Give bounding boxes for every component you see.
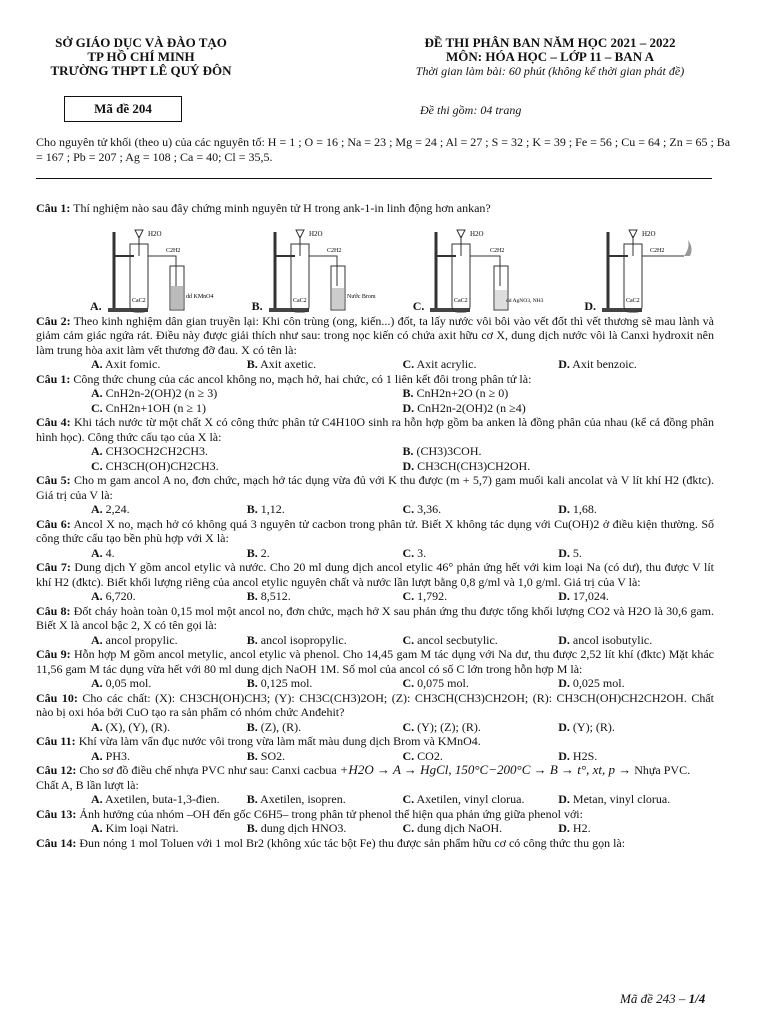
question-6 [36,517,714,546]
option-d[interactable]: D. Axit benzoic. [558,357,637,371]
exam-header [360,36,740,78]
question-label: Câu 1: [36,371,71,386]
question-13 [36,807,714,822]
question-text: Công thức chung của các ancol không no, mạch hở, hai chức, có 1 liên kết đôi trong phân tử là: [73,371,532,386]
svg-text:Nước Brom: Nước Brom [346,293,376,300]
atomic-masses: Cho nguyên tử khối (theo u) của các nguyên tố: H = 1 ; O = 16 ; Na = 23 ; Mg = 24 ; Al = 27 ; S = 32 ; K = 39 ; Fe = 56 ; Cu = 64 ; Zn = 65 ; Ba = 167 ; Pb = 207 ; Ag = 108 ; Ca = 40; Cl = 35,5. [36,135,731,164]
question-14 [36,836,714,851]
option-a[interactable]: A. 6,720. [91,589,136,603]
option-b[interactable]: B. CnH2n+2O (n ≥ 0) [402,386,509,400]
apparatus-bromine-image [267,226,387,314]
question-label: Câu 6: [36,516,71,531]
option-d[interactable]: D. 5. [558,545,582,560]
option-a[interactable]: A. CH3OCH2CH2CH3. [91,444,209,458]
answer-options [36,546,714,561]
question-4 [36,415,714,444]
exam-title: ĐỀ THI PHÂN BAN NĂM HỌC 2021 – 2022 [424,35,676,50]
department-name: SỞ GIÁO DỤC VÀ ĐÀO TẠO [55,35,227,50]
question-text: Thí nghiệm nào sau đây chứng minh nguyên tử H trong ank-1-in linh động hơn ankan? [73,201,491,215]
svg-text:H2O: H2O [642,229,656,238]
option-b[interactable]: B. 1,12. [246,502,285,516]
option-b[interactable]: B. 8,512. [246,589,291,603]
answer-options [36,633,714,648]
svg-text:H2O: H2O [308,229,323,238]
figure-d [584,222,720,314]
option-a[interactable]: A. (X), (Y), (R). [91,719,170,734]
option-c[interactable]: C. 3. [402,545,427,560]
option-c[interactable]: C. 1,792. [402,589,448,603]
answer-options [36,749,714,764]
question-12-prompt: Chất A, B lần lượt là: [36,777,139,792]
option-b[interactable]: B. 0,125 mol. [246,676,313,690]
option-a[interactable]: A. 4. [91,545,115,560]
question-text: Cho sơ đồ điều chế nhựa PVC như sau: Canxi cacbua [79,763,337,777]
school-name: TRƯỜNG THPT LÊ QUÝ ĐÔN [50,63,232,78]
question-text: Hỗn hợp M gồm ancol metylic, ancol etylic và phenol. Cho 14,45 gam M tác dụng với Na dư, thu được 2,52 lít khí (đktc) Mặt khác 11,56 gam M tác dụng vừa hết với 80 ml dung dịch NaOH 1M. Số mol của ancol có số C lớn trong hỗn hợp M là: [36,647,715,676]
option-d[interactable]: D. 0,025 mol. [558,676,625,690]
answer-options [36,676,714,691]
answer-options [36,821,714,836]
option-c[interactable]: C. Axetilen, vinyl clorua. [402,792,525,806]
question-label: Câu 14: [36,835,77,850]
option-a[interactable]: A. Axetilen, buta-1,3-đien. [91,792,220,806]
exam-code: Mã đề 204 [94,100,152,116]
option-a[interactable]: A. PH3. [91,748,131,763]
question-label: Câu 4: [36,415,71,429]
question-text: Dung dịch Y gồm ancol etylic và nước. Cho 20 ml dung dịch ancol etylic 46° phản ứng hết với kim loại Na (có dư), thu được V lít khí H2 (đktc). Biết khối lượng riêng của ancol etylic nguyên chất và nước lần lượt bằng 0,8 g/ml và 1,0 g/ml. Giá trị của V là: [36,560,714,589]
answer-options [36,444,714,473]
figure-a [90,222,226,314]
option-a[interactable]: A. ancol propylic. [91,632,178,647]
option-c[interactable]: C. 3,36. [402,502,442,516]
option-d[interactable]: D. CnH2n-2(OH)2 (n ≥4) [402,400,526,415]
option-d[interactable]: D. 17,024. [558,589,609,603]
svg-text:C2H2: C2H2 [165,247,181,254]
option-b[interactable]: B. SO2. [246,748,286,763]
apparatus-combustion-image [600,226,720,314]
svg-text:CaC2: CaC2 [131,297,146,304]
svg-text:dd AgNO3, NH3: dd AgNO3, NH3 [506,297,544,304]
apparatus-kmno4-image [106,226,226,314]
page-footer [620,992,705,1007]
question-text: Theo kinh nghiệm dân gian truyền lại: Khi côn trùng (ong, kiến...) đốt, ta lấy nước vôi bôi vào vết đốt thì vết thương sẽ mau lành và giảm cảm giác ngứa rát. Điều này được giải thích như sau: trong nọc kiến có chứa axit hữu cơ X, dung dịch nước vôi là Canxi hydroxit nên làm trung hòa axit làm vết thương đỡ đau. X có tên là: [36,313,714,357]
svg-text:C2H2: C2H2 [650,247,665,254]
svg-text:CaC2: CaC2 [292,297,307,304]
figure-c [413,222,559,314]
option-d[interactable]: D. H2. [558,821,591,835]
question-7 [36,560,714,589]
question-label: Câu 5: [36,473,71,487]
answer-options [36,386,714,415]
option-a[interactable]: A. CnH2n-2(OH)2 (n ≥ 3) [91,386,218,400]
question-3 [36,372,714,387]
question-text: Đốt cháy hoàn toàn 0,15 mol một ancol no, đơn chức, mạch hở X sau phản ứng thu được tổng khối lượng CO2 và H2O là 30,6 gam. Biết X là ancol bậc 2, X có tên gọi là: [36,603,715,632]
question-text: Cho m gam ancol A no, đơn chức, mạch hở tác dụng vừa đủ với K thu được (m + 5,7) gam muối kali ancolat và V lít khí H2 (đktc). Giá trị của V là: [36,473,715,502]
option-a[interactable]: A. 2,24. [91,502,130,516]
page-count: Đề thi gồm: 04 trang [420,103,522,117]
option-b[interactable]: B. dung dịch HNO3. [246,821,347,835]
option-b[interactable]: B. ancol isopropylic. [246,632,347,647]
svg-text:C2H2: C2H2 [490,247,505,254]
question-text: Khi tách nước từ một chất X có công thức phân tử C4H10O sinh ra hỗn hợp gồm ba anken là đồng phân của nhau (kể cả đồng phân hình học). Công thức cấu tạo của X là: [36,415,715,444]
question-text: Cho các chất: (X): CH3CH(OH)CH3; (Y): CH3C(CH3)2OH; (Z): CH3CH(CH3)CH2OH; (R): CH3CH(OH)CH2CH2OH. Chất nào bị oxi hóa bởi CuO tạo ra sản phẩm có nhóm chức Anđehit? [36,690,715,719]
question-1 [36,201,714,216]
question-label: Câu 7: [36,560,71,574]
option-d[interactable]: D. CH3CH(CH3)CH2OH. [402,458,531,473]
option-b[interactable]: B. (CH3)3COH. [402,444,482,458]
answer-options [36,357,714,372]
exam-code-box [64,96,182,122]
option-c[interactable]: C. CO2. [402,748,443,763]
apparatus-agno3-image [428,226,558,314]
divider [36,178,712,179]
option-c[interactable]: C. dung dịch NaOH. [402,821,503,835]
option-c[interactable]: C. CH3CH(OH)CH2CH3. [91,458,219,473]
question-text: Ảnh hưởng của nhóm –OH đến gốc C6H5– trong phân tử phenol thể hiện qua phản ứng giữa phenol với: [79,806,583,821]
reaction-scheme: +H2O → A → HgCl, 150°C−200°C → B → t°, xt, p → [339,762,632,777]
question-label: Câu 8: [36,603,71,618]
svg-text:H2O: H2O [147,229,162,238]
figure-letter: B. [251,299,263,313]
school-header [36,36,246,78]
question-text: Đun nóng 1 mol Toluen với 1 mol Br2 (không xúc tác bột Fe) thu được sản phẩm hữu cơ có công thức thu gọn là: [79,835,626,850]
exam-subject: MÔN: HÓA HỌC – LỚP 11 – BAN A [445,49,654,64]
option-b[interactable]: B. Axit axetic. [246,357,317,371]
figure-letter: D. [584,299,597,313]
footer-page-number: 1/4 [688,991,706,1006]
option-c[interactable]: C. CnH2n+1OH (n ≥ 1) [91,400,207,415]
option-d[interactable]: D. ancol isobutylic. [558,632,653,647]
figure-letter: C. [412,299,425,313]
option-c[interactable]: C. (Y); (Z); (R). [402,719,481,734]
question-label: Câu 9: [36,647,71,661]
question-9 [36,647,714,676]
question-8 [36,604,714,633]
question-list [36,201,714,850]
option-a[interactable]: A. Kim loại Natri. [91,821,179,835]
question-label: Câu 1: [36,201,71,215]
option-a[interactable]: A. 0,05 mol. [91,676,152,690]
question-text: Ancol X no, mạch hở có không quá 3 nguyên tử cacbon trong phân tử. Biết X không tác dụng với Cu(OH)2 ở điều kiện thường. Số công thức cấu tạo bền phù hợp với X là: [36,516,714,545]
answer-options [36,792,714,807]
svg-text:dd KMnO4: dd KMnO4 [185,293,214,300]
option-d[interactable]: D. (Y); (R). [558,719,615,734]
svg-text:H2O: H2O [470,229,484,238]
svg-text:CaC2: CaC2 [626,297,640,304]
svg-text:C2H2: C2H2 [326,247,342,254]
option-d[interactable]: D. 1,68. [558,502,597,516]
question-label: Câu 11: [36,734,76,748]
option-a[interactable]: A. Axit fomic. [91,357,161,371]
option-d[interactable]: D. Metan, vinyl clorua. [558,792,671,806]
option-c[interactable]: C. 0,075 mol. [402,676,469,690]
question-12 [36,763,714,778]
question-2 [36,314,714,358]
question-label: Câu 13: [36,806,77,821]
time-note: Thời gian làm bài: 60 phút (không kể thời gian phát đề) [415,64,685,78]
option-c[interactable]: C. Axit acrylic. [402,357,477,371]
option-d[interactable]: D. H2S. [558,748,598,763]
answer-options [36,720,714,735]
question-text-end: Nhựa PVC. [634,763,691,777]
question-label: Câu 2: [36,313,71,328]
figure-letter: A. [90,299,102,313]
answer-options [36,502,714,517]
figure-b [252,222,387,314]
option-b[interactable]: B. Axetilen, isopren. [246,792,346,806]
question-text: Khí vừa làm vẩn đục nước vôi trong vừa làm mất màu dung dịch Brom và KMnO4. [78,734,481,748]
option-b[interactable]: B. (Z), (R). [246,719,302,734]
apparatus-figures [36,216,714,314]
svg-text:CaC2: CaC2 [454,297,469,304]
question-5 [36,473,714,502]
question-label: Câu 10: [36,690,78,705]
city-name: TP HỒ CHÍ MINH [87,49,195,64]
option-b[interactable]: B. 2. [246,545,270,560]
option-c[interactable]: C. ancol secbutylic. [402,632,498,647]
footer-code: Mã đề 243 – [620,991,686,1006]
question-label: Câu 12: [36,763,77,777]
question-10 [36,691,714,720]
question-11 [36,734,714,749]
answer-options [36,589,714,604]
